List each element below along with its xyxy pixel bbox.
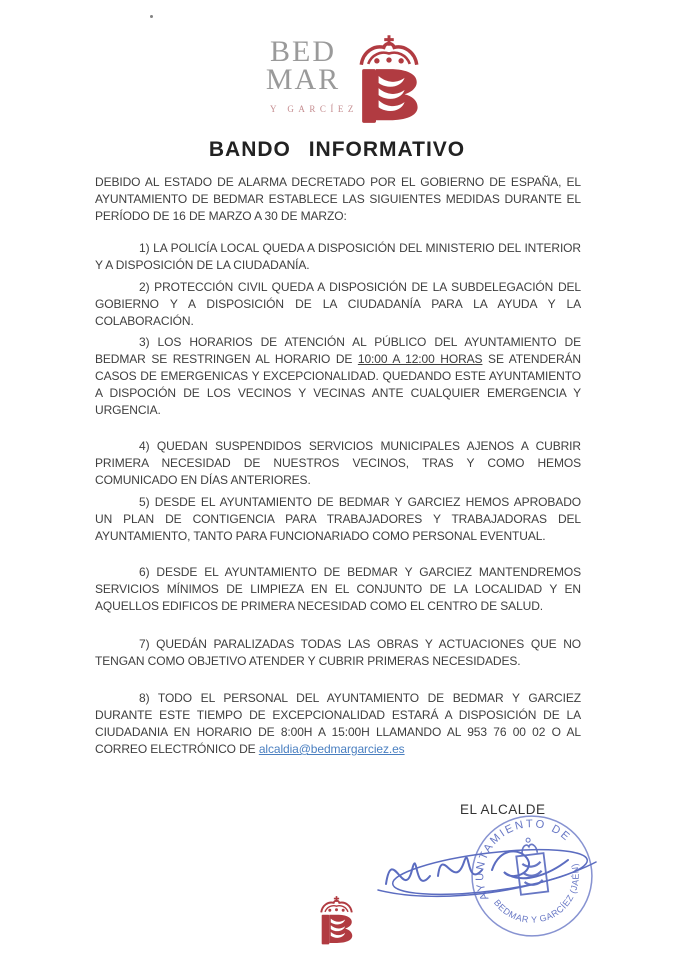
handwritten-signature	[372, 826, 602, 910]
email-link[interactable]: alcaldia@bedmargarciez.es	[258, 742, 405, 756]
item-8-paragraph	[95, 690, 581, 758]
item-3-text-pre: 3) LOS HORARIOS DE ATENCIÓN AL PÚBLICO DEL AYUNTAMIENTO DE BEDMAR SE RESTRINGEN AL HORARIO DE	[95, 335, 581, 366]
logo-subtitle: Y GARCÍEZ	[270, 104, 358, 114]
item-5-paragraph: 5) DESDE EL AYUNTAMIENTO DE BEDMAR Y GARCIEZ HEMOS APROBADO UN PLAN DE CONTIGENCIA PARA TRABAJADORES Y TRABAJADORAS DEL AYUNTAMIENTO, TANTO PARA FUNCIONARIADO COMO PERSONAL EVENTUAL.	[95, 495, 581, 543]
item-4-paragraph: 4) QUEDAN SUSPENDIDOS SERVICIOS MUNICIPALES AJENOS A CUBRIR PRIMERA NECESIDAD DE NUESTROS VECINOS, TRAS Y COMO HEMOS COMUNICADO EN DÍAS ANTERIORES.	[95, 439, 581, 487]
document-title: BANDO INFORMATIVO	[208, 138, 466, 161]
logo-word-bottom: MAR	[265, 63, 341, 96]
item-3-paragraph	[95, 334, 581, 419]
crowned-tower-b-emblem-icon	[350, 33, 428, 126]
item-3-underlined-hours: 10:00 A 12:00 HORAS	[357, 352, 483, 366]
intro-paragraph: DEBIDO AL ESTADO DE ALARMA DECRETADO POR EL GOBIERNO DE ESPAÑA, EL AYUNTAMIENTO DE BEDMAR ESTABLECE LAS SIGUIENTES MEDIDAS DURANTE EL PERÍODO DE 16 DE MARZO A 30 DE MARZO:	[95, 175, 581, 223]
stamp-arc-bottom-text: BEDMAR Y GARCÍEZ (JAÉN)	[491, 862, 581, 925]
stamp-arc-top-text: AYUNTAMIENTO DE	[474, 818, 574, 903]
item-6-paragraph: 6) DESDE EL AYUNTAMIENTO DE BEDMAR Y GARCIEZ MANTENDREMOS SERVICIOS MÍNIMOS DE LIMPIEZA EN EL CONJUNTO DE LA LOCALIDAD Y EN AQUELLOS EDIFICOS DE PRIMERA NECESIDAD COMO EL CENTRO DE SALUD.	[95, 565, 581, 613]
item-8-text-pre: 8) TODO EL PERSONAL DEL AYUNTAMIENTO DE BEDMAR Y GARCIEZ DURANTE ESTE TIEMPO DE EXCEPCIONALIDAD ESTARÁ A DISPOSICIÓN DE LA CIUDADANIA EN HORARIO DE 8:00H A 15:00H LLAMANDO AL 953 76 00 02 O AL CORREO ELECTRÓNICO DE	[95, 691, 581, 756]
item-1-paragraph: 1) LA POLICÍA LOCAL QUEDA A DISPOSICIÓN DEL MINISTERIO DEL INTERIOR Y A DISPOSICIÓN DE LA CIUDADANÍA.	[95, 241, 581, 272]
item-2-paragraph: 2) PROTECCIÓN CIVIL QUEDA A DISPOSICIÓN DE LA SUBDELEGACIÓN DEL GOBIERNO Y A DISPOSICIÓN DE LA CIUDADANÍA PARA LA AYUDA Y LA COLABORACIÓN.	[95, 280, 581, 328]
mayor-role-label: EL ALCALDE	[460, 802, 546, 817]
item-3-text-post: SE ATENDERÁN CASOS DE EMERGENICAS Y EXCEPCIONALIDAD. QUEDANDO ESTE AYUNTAMIENTO A DISPOCIÓN DE LOS VECINOS Y VECINAS ANTE CUALQUIER EMERGENCIA Y URGENCIA.	[95, 352, 581, 417]
crowned-tower-b-emblem-small-icon	[315, 889, 358, 952]
scan-artifact-dot	[150, 15, 153, 18]
logo-wordmark	[263, 35, 343, 96]
logo-word-top: BED	[270, 35, 336, 68]
item-7-paragraph: 7) QUEDÁN PARALIZADAS TODAS LAS OBRAS Y ACTUACIONES QUE NO TENGAN COMO OBJETIVO ATENDER Y CUBRIR PRIMERAS NECESIDADES.	[95, 637, 581, 668]
